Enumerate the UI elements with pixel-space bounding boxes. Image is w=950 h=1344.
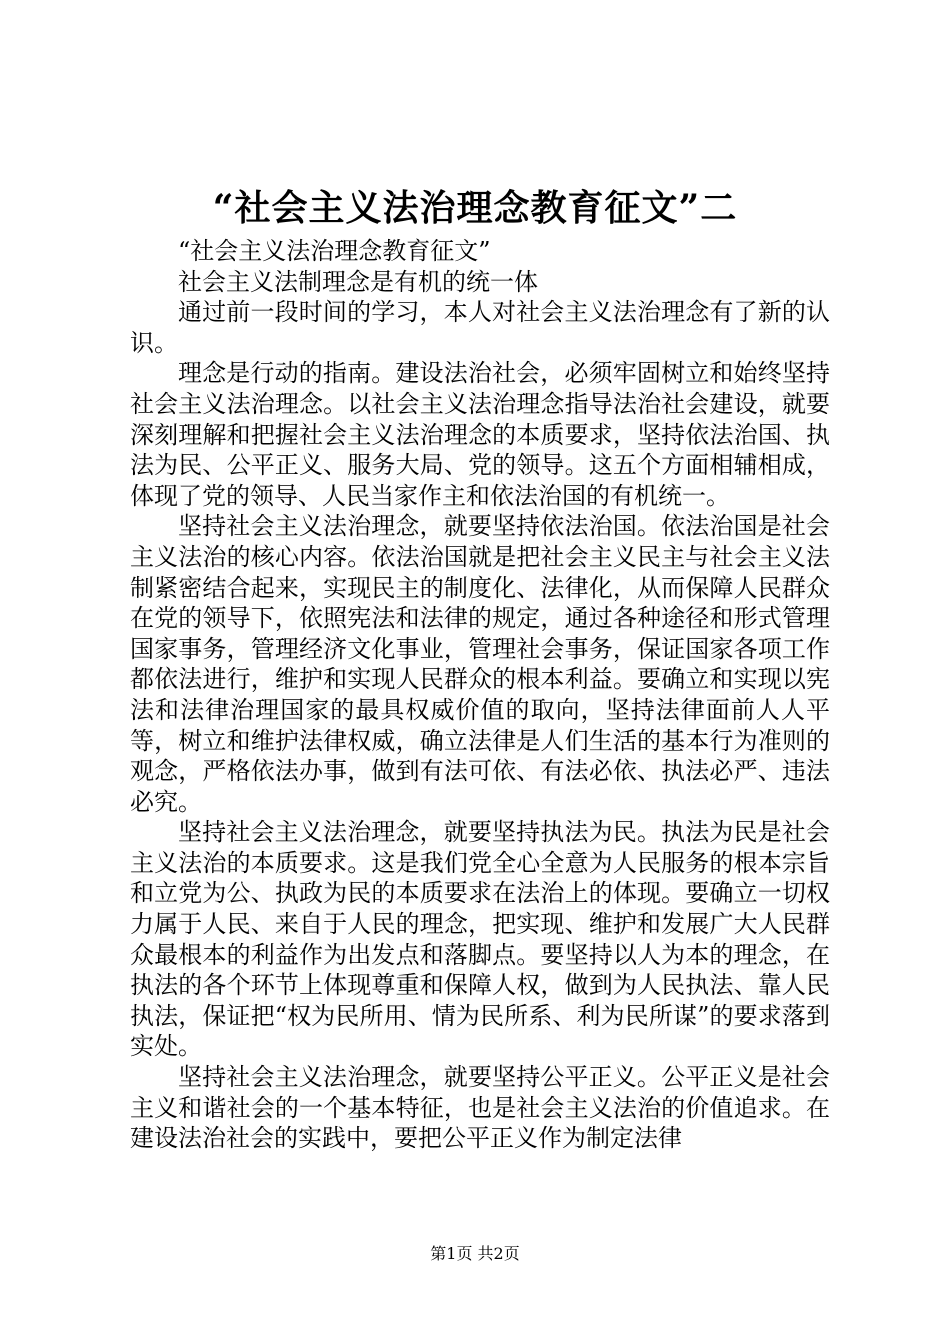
paragraph-fairness-justice: 坚持社会主义法治理念，就要坚持公平正义。公平正义是社会主义和谐社会的一个基本特征，也是社会主义法治的价值追求。在建设法治社会的实践中，要把公平正义作为制定法律 bbox=[130, 1063, 830, 1153]
paragraph-intro: 通过前一段时间的学习，本人对社会主义法治理念有了新的认识。 bbox=[130, 298, 830, 357]
paragraph-serve-people: 坚持社会主义法治理念，就要坚持执法为民。执法为民是社会主义法治的本质要求。这是我们党全心全意为人民服务的根本宗旨和立党为公、执政为民的本质要求在法治上的体现。要确立一切权力属于人民、来自于人民的理念，把实现、维护和发展广大人民群众最根本的利益作为出发点和落脚点。要坚持以人为本的理念，在执法的各个环节上体现尊重和保障人权，做到为人民执法、靠人民执法，保证把“权为民所用、情为民所系、利为民所谋”的要求落到实处。 bbox=[130, 818, 830, 1061]
paragraph-essay-heading: “社会主义法治理念教育征文” bbox=[178, 237, 491, 265]
document-body bbox=[130, 236, 830, 1154]
paragraph-subtitle: 社会主义法制理念是有机的统一体 bbox=[178, 267, 538, 296]
paragraph-principles: 理念是行动的指南。建设法治社会，必须牢固树立和始终坚持社会主义法治理念。以社会主义法治理念指导法治社会建设，就要深刻理解和把握社会主义法治理念的本质要求，坚持依法治国、执法为民、公平正义、服务大局、党的领导。这五个方面相辅相成，体现了党的领导、人民当家作主和依法治国的有机统一。 bbox=[130, 359, 830, 510]
paragraph-rule-of-law: 坚持社会主义法治理念，就要坚持依法治国。依法治国是社会主义法治的核心内容。依法治国就是把社会主义民主与社会主义法制紧密结合起来，实现民主的制度化、法律化，从而保障人民群众在党的领导下，依照宪法和法律的规定，通过各种途径和形式管理国家事务，管理经济文化事业，管理社会事务，保证国家各项工作都依法进行，维护和实现人民群众的根本利益。要确立和实现以宪法和法律治理国家的最具权威价值的取向，坚持法律面前人人平等，树立和维护法律权威，确立法律是人们生活的基本行为准则的观念，严格依法办事，做到有法可依、有法必依、执法必严、违法必究。 bbox=[130, 512, 830, 816]
page-footer: 第1页 共2页 bbox=[430, 1244, 520, 1263]
document-title: “社会主义法治理念教育征文”二 bbox=[212, 187, 738, 229]
